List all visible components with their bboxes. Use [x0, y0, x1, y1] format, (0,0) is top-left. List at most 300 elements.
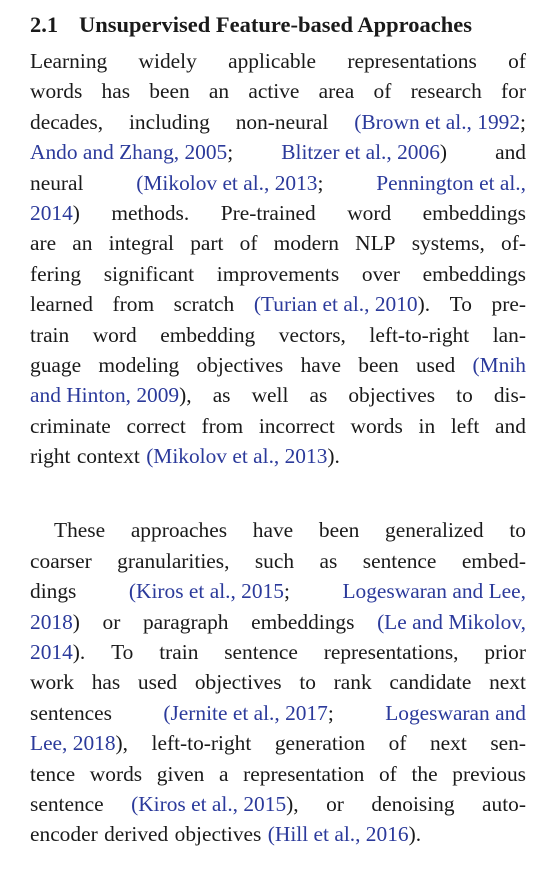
word: [236, 107, 329, 137]
word-text: in: [418, 413, 436, 438]
word-text: ),: [179, 383, 192, 408]
word: [228, 46, 316, 76]
word-text: of: [239, 231, 258, 256]
word-text: of-: [501, 231, 526, 256]
citation-link[interactable]: (Mikolov et al., 2013: [146, 444, 328, 469]
citation-link[interactable]: (Brown et al., 1992: [354, 109, 521, 134]
word-text: neural: [30, 170, 84, 195]
text-line: [30, 380, 526, 410]
word: [146, 441, 340, 471]
citation-link[interactable]: (Le and Mikolov,: [377, 609, 526, 634]
word: [217, 259, 339, 289]
word: [255, 546, 294, 576]
section-title: Unsupervised Feature-based Approaches: [79, 12, 472, 37]
word: [412, 228, 485, 258]
text-line: [30, 441, 526, 471]
word: [30, 441, 70, 471]
word-text: scratch: [173, 292, 235, 317]
word-text: pre-: [491, 292, 526, 317]
word: [30, 198, 80, 228]
word-text: ): [72, 200, 80, 225]
word: [430, 728, 467, 758]
word-text: been: [358, 352, 399, 377]
word: [490, 728, 526, 758]
word-text: learned: [30, 292, 93, 317]
word-text: sentence: [362, 548, 437, 573]
body-text: [30, 46, 526, 850]
word-text: ;: [283, 579, 290, 604]
word: [30, 350, 81, 380]
word-text: ;: [227, 140, 234, 165]
word: [347, 198, 391, 228]
word-text: word: [347, 200, 392, 225]
paragraph: [30, 46, 526, 471]
section-number: 2.1: [30, 12, 59, 37]
text-line: [30, 515, 526, 545]
word-text: words: [350, 413, 403, 438]
word-text: a: [218, 761, 229, 786]
word-text: dings: [30, 579, 77, 604]
word-text: non-neural: [235, 109, 329, 134]
word-text: are: [30, 231, 57, 256]
word-text: embed-: [461, 548, 526, 573]
word: [377, 607, 526, 637]
text-line: [30, 698, 526, 728]
word-text: from: [201, 413, 244, 438]
word: [369, 320, 469, 350]
word: [109, 228, 174, 258]
word: [279, 320, 346, 350]
word-text: modern: [273, 231, 339, 256]
word-text: denoising: [371, 791, 455, 816]
word-text: embeddings: [251, 609, 355, 634]
word-text: rank: [333, 670, 372, 695]
word-text: has: [91, 670, 121, 695]
word-text: lan-: [492, 322, 526, 347]
citation-link[interactable]: 2018: [30, 609, 73, 634]
word: [111, 637, 133, 667]
paragraph-gap: [30, 471, 526, 515]
word-text: word: [92, 322, 137, 347]
word: [159, 637, 198, 667]
word-text: systems,: [411, 231, 485, 256]
word: [452, 759, 526, 789]
word: [138, 667, 177, 697]
word-text: ): [439, 140, 448, 165]
paragraph: [30, 515, 526, 849]
word: [450, 289, 472, 319]
text-line: [30, 137, 526, 167]
citation-link[interactable]: (Mikolov et al., 2013: [136, 170, 318, 195]
word-text: an: [72, 231, 93, 256]
citation-link[interactable]: (Kiros et al., 2015: [131, 791, 287, 816]
word-text: guage: [30, 352, 82, 377]
word-text: widely: [138, 49, 197, 73]
word-text: ).: [327, 444, 340, 469]
word-text: fering: [30, 261, 82, 286]
citation-link[interactable]: Logeswaran and Lee,: [342, 579, 526, 604]
word: [379, 759, 397, 789]
word: [30, 576, 76, 606]
word-text: over: [361, 261, 400, 286]
word-text: vectors,: [278, 322, 346, 347]
word: [30, 380, 192, 410]
word-text: sentence: [224, 640, 298, 665]
text-line: [30, 46, 526, 76]
word: [376, 168, 526, 198]
word: [411, 76, 482, 106]
word-text: generalized: [385, 518, 484, 543]
word: [240, 228, 258, 258]
word: [281, 137, 447, 167]
text-line: [30, 76, 526, 106]
word-text: active: [248, 79, 300, 104]
word-text: right: [30, 444, 71, 469]
word: [30, 698, 112, 728]
citation-link[interactable]: 2014: [30, 640, 73, 665]
word-text: modeling: [98, 352, 180, 377]
word: [482, 789, 526, 819]
citation-link[interactable]: Pennington et al.,: [376, 170, 526, 195]
word-text: to: [456, 383, 473, 408]
word: [243, 759, 364, 789]
word: [362, 259, 400, 289]
word: [389, 667, 471, 697]
word: [30, 107, 103, 137]
word: [348, 380, 435, 410]
word: [131, 789, 299, 819]
word: [416, 350, 455, 380]
word-text: To: [111, 640, 134, 665]
word-text: of: [508, 49, 526, 73]
word: [77, 441, 140, 471]
citation-link[interactable]: Logeswaran and: [385, 700, 526, 725]
word-text: embedding: [160, 322, 256, 347]
text-line: [30, 259, 526, 289]
word: [342, 576, 526, 606]
word: [301, 350, 341, 380]
word-text: sentences: [30, 700, 112, 725]
word-text: objectives: [196, 352, 284, 377]
word: [30, 228, 56, 258]
word-text: Pre-trained: [220, 200, 316, 225]
word: [104, 259, 194, 289]
word-text: ;: [327, 700, 334, 725]
word-text: dis-: [493, 383, 526, 408]
word: [30, 320, 69, 350]
word: [30, 728, 128, 758]
word: [190, 228, 223, 258]
word: [157, 759, 205, 789]
word-text: as: [212, 383, 231, 408]
word: [385, 698, 526, 728]
word: [219, 759, 229, 789]
word: [129, 576, 290, 606]
word-text: ).: [408, 822, 422, 847]
word: [354, 107, 526, 137]
word: [30, 137, 233, 167]
word-text: or: [326, 791, 344, 816]
word-text: coarser: [30, 548, 92, 573]
word: [93, 320, 137, 350]
word-text: ),: [115, 731, 129, 756]
word-text: words: [89, 761, 143, 786]
word-text: To: [449, 292, 472, 317]
word-text: incorrect: [258, 413, 335, 438]
word-text: used: [137, 670, 178, 695]
word-text: criminate: [30, 413, 111, 438]
word: [501, 76, 526, 106]
word: [253, 515, 293, 545]
word-text: an: [208, 79, 230, 104]
word: [30, 667, 74, 697]
word-text: encoder: [30, 822, 98, 847]
word: [252, 380, 289, 410]
word-text: ;: [317, 170, 324, 195]
word: [149, 76, 189, 106]
text-line: [30, 667, 526, 697]
word: [419, 411, 436, 441]
word-text: been: [318, 518, 360, 543]
word: [493, 320, 526, 350]
word-text: have: [252, 518, 294, 543]
word: [143, 607, 229, 637]
word-text: and: [495, 413, 526, 438]
word-text: improvements: [216, 261, 340, 286]
text-line: [30, 728, 526, 758]
text-line: [30, 320, 526, 350]
word: [30, 637, 85, 667]
word-text: representations: [347, 49, 477, 73]
word-text: work: [30, 670, 74, 695]
citation-link[interactable]: Ando and Zhang, 2005: [30, 140, 228, 165]
text-line: [30, 168, 526, 198]
word-text: candidate: [389, 670, 472, 695]
word-text: of: [373, 79, 392, 104]
word: [351, 411, 403, 441]
word: [224, 637, 298, 667]
word-text: generation: [274, 731, 366, 756]
word: [385, 515, 484, 545]
word: [30, 546, 92, 576]
word: [213, 380, 231, 410]
word-text: the: [411, 761, 438, 786]
word: [160, 320, 255, 350]
word-text: methods.: [111, 200, 190, 225]
word-text: representations,: [323, 640, 459, 665]
word-text: left: [450, 413, 480, 438]
word: [423, 198, 526, 228]
word: [72, 228, 92, 258]
text-line: [30, 107, 526, 137]
word: [462, 546, 526, 576]
word-text: has: [101, 79, 131, 104]
word: [111, 198, 189, 228]
citation-link[interactable]: Blitzer et al., 2006: [281, 140, 440, 165]
word: [131, 515, 227, 545]
word-text: research: [410, 79, 482, 104]
word: [473, 350, 526, 380]
word: [30, 76, 82, 106]
word: [326, 789, 344, 819]
citation-link[interactable]: (Jernite et al., 2017: [163, 700, 328, 725]
word: [389, 728, 407, 758]
word-text: as: [309, 383, 328, 408]
word: [174, 289, 235, 319]
text-line: [30, 350, 526, 380]
word: [355, 228, 395, 258]
citation-link[interactable]: (Mnih: [472, 352, 526, 377]
word-text: objectives: [194, 670, 282, 695]
word-text: words: [30, 79, 83, 104]
word: [495, 137, 526, 167]
word: [163, 698, 334, 728]
text-line: [30, 576, 526, 606]
word: [259, 411, 335, 441]
word-text: train: [30, 322, 70, 347]
citation-link[interactable]: and Hinton, 2009: [30, 383, 180, 408]
word: [117, 546, 229, 576]
word: [489, 667, 526, 697]
citation-link[interactable]: Lee, 2018: [30, 731, 116, 756]
word-text: prior: [484, 640, 526, 665]
text-line: [30, 228, 526, 258]
word: [221, 198, 316, 228]
word-text: of: [388, 731, 407, 756]
word-text: for: [501, 79, 526, 104]
word-text: granularities,: [117, 548, 230, 573]
text-line: [30, 789, 526, 819]
word: [371, 789, 454, 819]
word-text: correct: [126, 413, 186, 438]
word-text: next: [489, 670, 526, 695]
word: [347, 46, 476, 76]
citation-link[interactable]: (Hill et al., 2016: [267, 822, 409, 847]
word: [102, 76, 131, 106]
word: [299, 667, 316, 697]
word-text: of: [378, 761, 397, 786]
word-text: objectives: [174, 822, 262, 847]
word-text: ): [72, 609, 80, 634]
word: [484, 637, 526, 667]
word-text: including: [128, 109, 210, 134]
word: [275, 728, 365, 758]
word: [175, 819, 262, 849]
word: [152, 728, 252, 758]
word: [423, 259, 526, 289]
word: [274, 228, 339, 258]
word-text: tence: [30, 761, 76, 786]
word: [30, 289, 93, 319]
word-text: context: [76, 444, 140, 469]
citation-link[interactable]: 2014: [30, 200, 73, 225]
word: [113, 289, 155, 319]
word-text: derived: [104, 822, 169, 847]
word-text: previous: [452, 761, 526, 786]
word: [251, 607, 354, 637]
word-text: area: [318, 79, 355, 104]
word: [92, 667, 121, 697]
word-text: auto-: [482, 791, 526, 816]
word-text: ),: [286, 791, 299, 816]
word-text: ).: [72, 640, 86, 665]
text-line: [30, 759, 526, 789]
citation-link[interactable]: (Turian et al., 2010: [253, 292, 418, 317]
word: [30, 259, 81, 289]
word-text: embeddings: [422, 200, 526, 225]
citation-link[interactable]: (Kiros et al., 2015: [128, 579, 284, 604]
word-text: left-to-right: [151, 731, 252, 756]
word: [509, 515, 526, 545]
word-text: well: [251, 383, 289, 408]
word-text: ;: [520, 109, 526, 134]
word: [319, 76, 355, 106]
text-line: [30, 819, 526, 849]
word-text: used: [415, 352, 456, 377]
word: [494, 380, 526, 410]
word: [30, 46, 107, 76]
word: [195, 667, 282, 697]
word-text: objectives: [348, 383, 436, 408]
word-text: ).: [417, 292, 431, 317]
word: [309, 380, 327, 410]
word: [319, 515, 359, 545]
word: [508, 46, 526, 76]
word: [129, 107, 210, 137]
word: [492, 289, 526, 319]
word: [451, 411, 480, 441]
word: [456, 380, 473, 410]
word-text: These: [54, 518, 106, 543]
word: [254, 289, 430, 319]
word: [30, 759, 75, 789]
word-text: as: [319, 548, 338, 573]
word-text: applicable: [228, 49, 316, 73]
word-text: or: [102, 609, 121, 634]
word-text: embeddings: [422, 261, 526, 286]
word: [320, 546, 338, 576]
word: [139, 46, 197, 76]
word: [374, 76, 392, 106]
text-line: [30, 411, 526, 441]
word-text: sentence: [30, 791, 104, 816]
word-text: part: [190, 231, 224, 256]
word: [202, 411, 244, 441]
word-text: from: [112, 292, 155, 317]
text-line: [30, 607, 526, 637]
word: [90, 759, 142, 789]
text-line: [30, 546, 526, 576]
word: [495, 411, 526, 441]
word-text: have: [300, 352, 341, 377]
word: [30, 819, 98, 849]
word: [136, 168, 323, 198]
word-text: Learning: [30, 49, 108, 73]
text-line: [30, 198, 526, 228]
word-text: train: [159, 640, 199, 665]
word-text: to: [509, 518, 526, 543]
word: [30, 789, 104, 819]
word: [30, 168, 83, 198]
word-text: significant: [103, 261, 195, 286]
word-text: to: [299, 670, 316, 695]
word-text: next: [429, 731, 467, 756]
word: [103, 607, 121, 637]
word-text: approaches: [130, 518, 228, 543]
word: [334, 667, 372, 697]
section-heading: [30, 10, 526, 40]
word-text: representation: [243, 761, 365, 786]
